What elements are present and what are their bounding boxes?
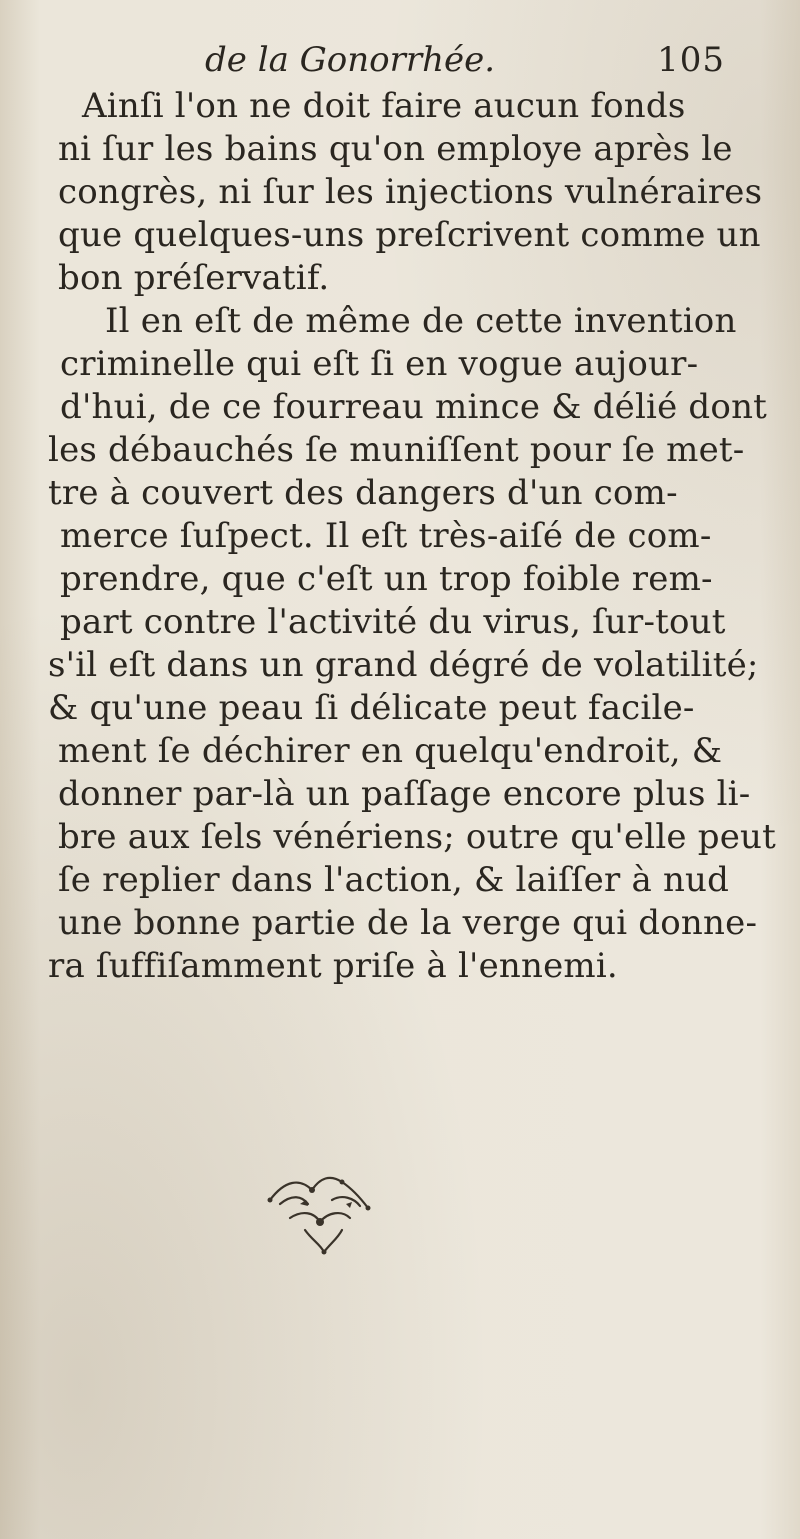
text-line: & qu'une peau ſi délicate peut facile- (48, 688, 695, 728)
text-line: part contre l'activité du virus, ſur-tout (60, 602, 726, 642)
text-line: tre à couvert des dangers d'un com- (48, 473, 678, 513)
text-line: congrès, ni ſur les injections vulnéraires (58, 172, 763, 212)
page-number: 105 (657, 40, 725, 80)
text-line: d'hui, de ce fourreau mince & délié dont (60, 387, 768, 427)
page-header (205, 40, 725, 80)
text-line: merce ſuſpect. Il eſt très-aiſé de com- (60, 516, 712, 556)
text-line: que quelques-uns preſcrivent comme un (58, 215, 761, 255)
text-line: bon préſervatif. (58, 258, 330, 298)
text-line: ment ſe déchirer en quelqu'endroit, & (58, 731, 723, 771)
text-line: Ainſi l'on ne doit faire aucun fonds (82, 86, 686, 126)
text-line: ſe replier dans l'action, & laiſſer à nud (58, 860, 730, 900)
text-line: donner par-là un paſſage encore plus li- (58, 774, 751, 814)
text-line: s'il eſt dans un grand dégré de volatilité; (48, 645, 759, 685)
text-line: une bonne partie de la verge qui donne- (58, 903, 758, 943)
text-line: prendre, que c'eſt un trop foible rem- (60, 559, 713, 599)
running-title: de la Gonorrhée. (205, 40, 496, 80)
text-line: Il en eſt de même de cette invention (105, 301, 737, 341)
text-line: bre aux ſels vénériens; outre qu'elle peut (58, 817, 777, 857)
text-line: les débauchés ſe muniſſent pour ſe met- (48, 430, 745, 470)
text-line: ni ſur les bains qu'on employe après le (58, 129, 733, 169)
text-line: criminelle qui eſt ſi en vogue aujour- (60, 344, 699, 384)
text-line: ra ſuffiſamment priſe à l'ennemi. (48, 946, 618, 986)
floral-ornament-icon (250, 1160, 390, 1260)
